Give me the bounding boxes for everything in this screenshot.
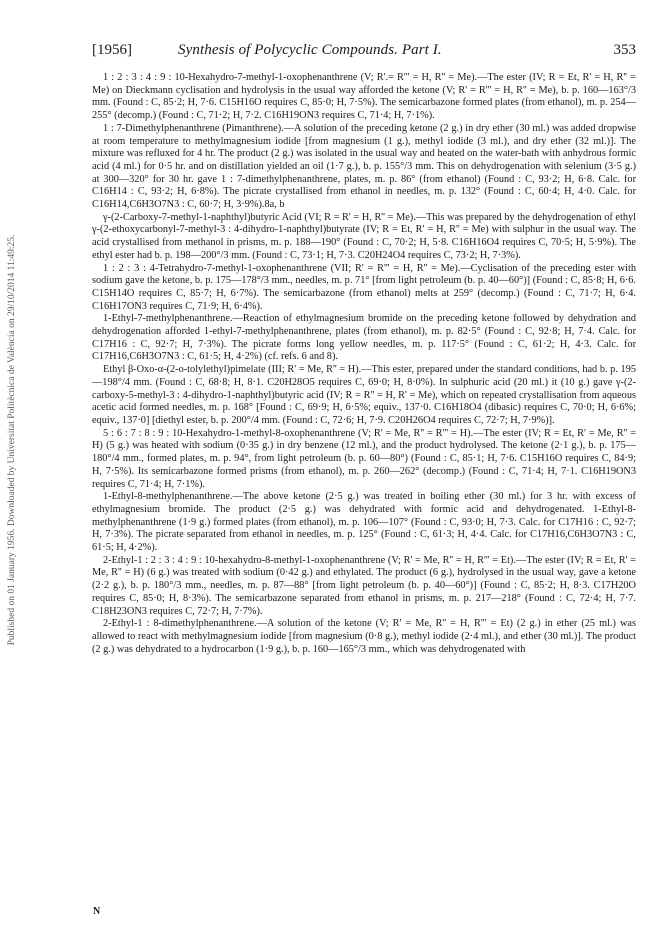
paragraph-tetrahydro-7-methyl: 1 : 2 : 3 : 4-Tetrahydro-7-methyl-1-oxophenanthrene (VII; R' = R''' = H, R'' = Me).—Cyclisation of the preceding ester with sodium gave the ketone, b. p. 175—178°/3 mm., needles, m. p. 71° [from light petroleum (b. p. 40—60°)] (Found : C, 85·8; H, 6·6. C15H14O requires C, 85·7; H, 6·7%). The semicarbazone (from ethanol) melts at 259° (decomp.) (Found : C, 71·7; H, 6·4. C16H17ON3 requires C, 71·9; H, 6·4%). — [92, 262, 636, 312]
paragraph-2-ethyl-hexahydro: 2-Ethyl-1 : 2 : 3 : 4 : 9 : 10-hexahydro-8-methyl-1-oxophenanthrene (V; R' = Me, R'' = H, R''' = Et).—The ester (IV; R = Et, R' = Me, R'' = H) (6 g.) was treated with sodium (0·42 g.) and ethylated. The product (6 g.), hydrolysed in the usual way, gave a ketone (2·2 g.), b. p. 180°/3 mm., needles, m. p. 87—88° [from light petroleum (b. p. 40—60°)] (Found : C, 85·2; H, 8·3. C17H20O requires C, 85·0; H, 8·3%). The semicarbazone separated from ethanol in prisms, m. p. 217—218° (Found : C, 72·4; H, 7·7. C18H23ON3 requires C, 72·7; H, 7·7%). — [92, 554, 636, 617]
header-title: Synthesis of Polycyclic Compounds. Part I. — [178, 42, 442, 58]
paragraph-carboxy-butyric-acid: γ-(2-Carboxy-7-methyl-1-naphthyl)butyric Acid (VI; R = R' = H, R'' = Me).—This was prepared by the dehydrogenation of ethyl γ-(2-ethoxycarbonyl-7-methyl-3 : 4-dihydro-1-naphthyl)butyrate (IV; R = Et, R' = H, R'' = Me) with sulphur in the usual way. The acid crystallised from methanol in prisms, m. p. 188—190° (Found : C, 70·2; H, 5·8. C16H16O4 requires C, 70·5; H, 5·9%). The ethyl ester had b. p. 198—200°/3 mm. (Found : C, 73·1; H, 7·3. C20H24O4 requires C, 73·2; H, 7·3%). — [92, 211, 636, 261]
paragraph-1-ethyl-8-methyl: 1-Ethyl-8-methylphenanthrene.—The above ketone (2·5 g.) was treated in boiling ether (30 ml.) for 3 hr. with excess of ethylmagnesium bromide. The product (2·5 g.) was dehydrated with formic acid and dehydrogenated. 1-Ethyl-8-methylphenanthrene (1·9 g.) formed plates (from ethanol), m. p. 106—107° (Found : C, 93·0; H, 7·3. Calc. for C17H16 : C, 92·7; H, 7·3%). The picrate separated from ethanol in needles, m. p. 125° (Found : C, 61·3; H, 4·4. Calc. for C17H16,C6H3O7N3 : C, 61·5; H, 4·2%). — [92, 491, 636, 554]
running-header — [92, 42, 636, 64]
article-body — [92, 72, 636, 656]
signature-mark: N — [93, 906, 101, 917]
paragraph-hexahydro-1-methyl: 5 : 6 : 7 : 8 : 9 : 10-Hexahydro-1-methyl-8-oxophenanthrene (V; R' = Me, R'' = R''' = H).—The ester (IV; R = Et, R' = Me, R'' = H) (5 g.) was heated with sodium (0·35 g.) in dry benzene (12 ml.), and the product hydrolysed. The ketone (2·1 g.), b. p. 175—180°/4 mm., formed plates, m. p. 94°, from light petroleum (b. p. 60—80°) (Found : C, 85·1; H, 7·6. C15H16O requires C, 84·9; H, 7·5%). Its semicarbazone formed prisms (from ethanol), m. p. 260—262° (decomp.) (Found : C, 71·4; H, 7·1. C16H19ON3 requires C, 71·4; H, 7·1%). — [92, 427, 636, 490]
page-number: 353 — [613, 42, 636, 58]
paragraph-hexahydro-7-methyl: 1 : 2 : 3 : 4 : 9 : 10-Hexahydro-7-methyl-1-oxophenanthrene (V; R'.= R''' = H, R'' = Me).—The ester (IV; R = Et, R' = H, R'' = Me) on Dieckmann cyclisation and hydrolysis in the usual way afforded the ketone (V; R' = R''' = H, R'' = Me), b. p. 160—163°/3 mm. (Found : C, 85·2; H, 7·6. C15H16O requires C, 85·0; H, 7·5%). The semicarbazone formed plates (from ethanol), m. p. 254—255° (decomp.) (Found : C, 71·2; H, 7·2. C16H19ON3 requires C, 71·4; H, 7·1%). — [92, 72, 636, 122]
download-notice-margin — [0, 0, 24, 935]
download-notice-text: Published on 01 January 1956. Downloaded by Universitat Politècnica de València on 29/10/2014 11:49:25. — [7, 234, 17, 646]
paragraph-pimanthrene: 1 : 7-Dimethylphenanthrene (Pimanthrene).—A solution of the preceding ketone (2 g.) in dry ether (30 ml.) was added dropwise at room temperature to methylmagnesium iodide [from magnesium (1 g.), methyl iodide (3 ml.), and dry ether (32 ml.)]. The mixture was refluxed for 4 hr. The product (2 g.) was isolated in the usual way and heated on the water-bath with anhydrous formic acid (4 ml.) for 0·5 hr. and on distillation yielded an oil (1·7 g.), b. p. 155°/3 mm. This on dehydrogenation with selenium (3·5 g.) at 300—320° for 30 hr. gave 1 : 7-dimethylphenanthrene, plates, m. p. 86° (from ethanol) (Found : C, 93·2; H, 6·8. Calc. for C16H14 : C, 93·2; H, 6·8%). The picrate crystallised from ethanol in needles, m. p. 132° (Found : C, 60·4; H, 4·0. Calc. for C16H14,C6H3O7N3 : C, 60·7; H, 3·9%).8a, b — [92, 122, 636, 211]
paragraph-1-ethyl-7-methyl: 1-Ethyl-7-methylphenanthrene.—Reaction of ethylmagnesium bromide on the preceding ketone followed by dehydration and dehydrogenation afforded 1-ethyl-7-methylphenanthrene, plates (from ethanol), m. p. 82·5° (Found : C, 92·8; H, 7·4. Calc. for C17H16 : C, 92·7; H, 7·3%). The picrate forms long yellow needles, m. p. 117·5° (Found : C, 61·2; H, 4·3. Calc. for C17H16,C6H3O7N3 : C, 61·5; H, 4·2%) (cf. refs. 6 and 8). — [92, 313, 636, 363]
header-year: [1956] — [92, 42, 132, 58]
paragraph-ethyl-oxo-pimelate: Ethyl β-Oxo-α-(2-o-tolylethyl)pimelate (III; R' = Me, R'' = H).—This ester, prepared under the standard conditions, had b. p. 195—198°/4 mm. (Found : C, 68·8; H, 8·1. C20H28O5 requires C, 69·0; H, 8·0%). In sulphuric acid (20 ml.) it (10 g.) gave γ-(2-carboxy-5-methyl-3 : 4-dihydro-1-naphthyl)butyric acid (IV; R = R'' = H, R' = Me), which on repeated crystallisation from aqueous acetic acid formed needles, m. p. 168° [Found : C, 69·9; H, 6·5%; equiv., 137·0. C16H18O4 (dibasic) requires C, 70·0; H, 6·6%; equiv., 137·0] [diethyl ester, b. p. 200°/4 mm. (Found : C, 72·6; H, 7·9. C20H26O4 requires C, 72·7; H, 7·9%)]. — [92, 364, 636, 426]
paragraph-2-ethyl-dimethyl: 2-Ethyl-1 : 8-dimethylphenanthrene.—A solution of the ketone (V; R' = Me, R'' = H, R''' = Et) (2 g.) in ether (25 ml.) was allowed to react with methylmagnesium iodide [from magnesium (0·8 g.), methyl iodide (2·4 ml.), and ether (30 ml.)]. The product (2 g.) was dehydrated to a hydrocarbon (1·9 g.), b. p. 160—165°/3 mm., which was dehydrogenated with — [92, 618, 636, 655]
